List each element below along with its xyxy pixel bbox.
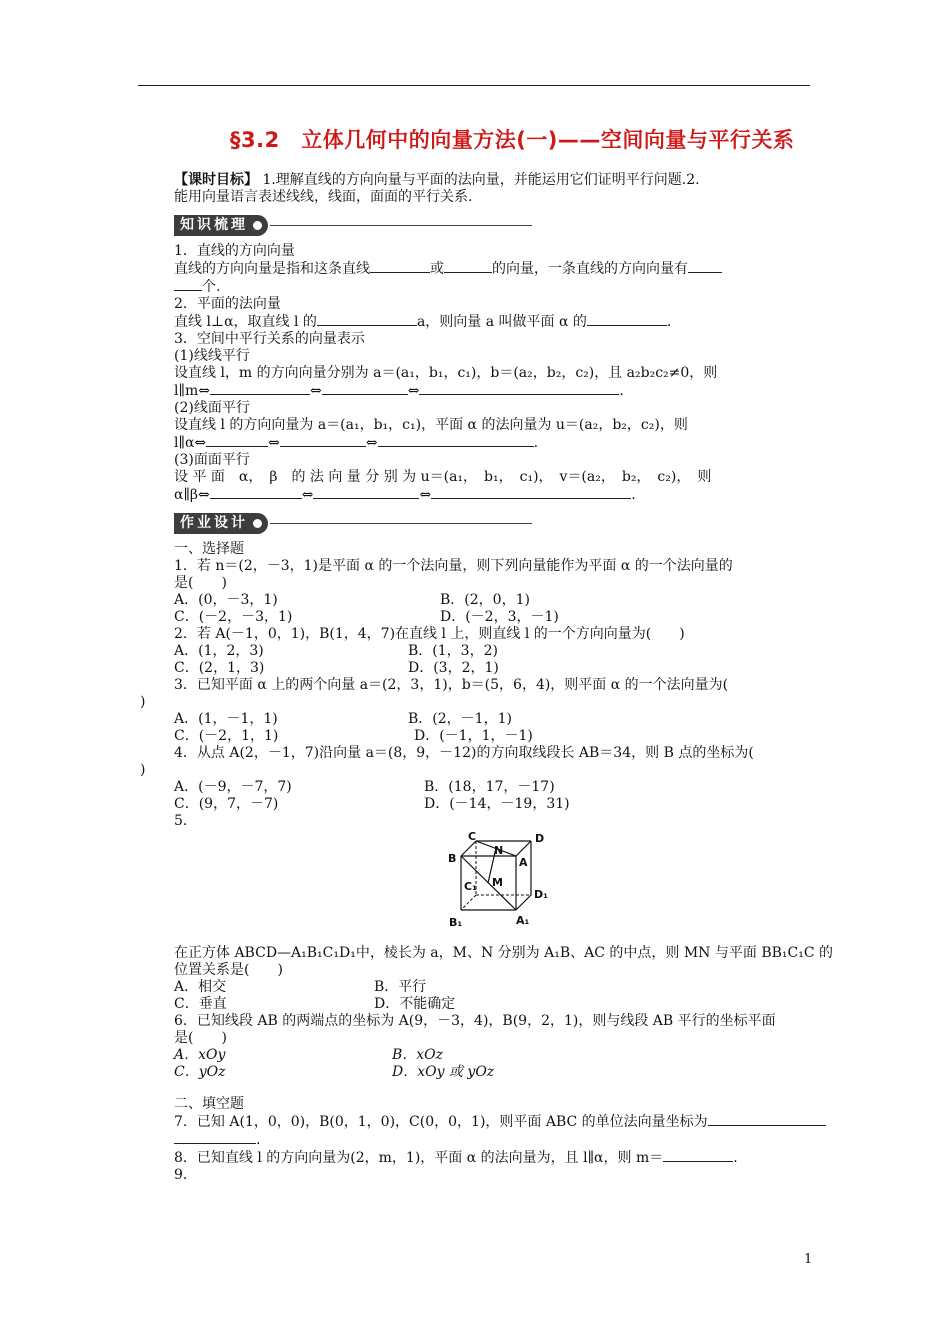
option-a[interactable]: A．(－9，－7，7) [174,779,292,795]
s1-line [174,260,812,278]
q3-options-row-2 [174,728,812,745]
banner-rule [270,523,532,524]
p3-line: 设 平 面 α， β 的 法 向 量 分 别 为 u＝(a₁， b₁， c₁)， v＝(a₂， b₂， c₂)， 则 [174,469,712,485]
label-c: C [468,832,477,843]
cube-figure [436,832,556,940]
fill-blank[interactable] [708,1113,826,1126]
question-3-cont: ) [140,694,146,710]
p2-text-b: l∥α⇔ [174,435,207,451]
s1-line-2 [174,278,812,296]
option-d[interactable]: D．(－1，1，－1) [414,728,533,744]
option-b[interactable]: B．xOz [392,1047,444,1063]
p3-line-2 [174,486,812,504]
option-a[interactable]: A．相交 [174,979,227,995]
part2-heading: 二、填空题 [174,1096,244,1112]
q4-options-row-1 [174,779,812,796]
question-4: 4．从点 A(2，－1，7)沿向量 a＝(8，9，－12)的方向取线段长 AB＝34，则 B 点的坐标为( [174,745,754,761]
iff-symbol: ⇔ [419,487,432,503]
option-d[interactable]: D．(3，2，1) [408,660,499,676]
fill-blank[interactable] [370,260,430,273]
p2-head: (2)线面平行 [174,400,250,416]
question-2: 2．若 A(－1，0，1)，B(1，4，7)在直线 l 上，则直线 l 的一个方向向量为( ) [174,626,685,642]
fill-blank[interactable] [419,382,619,395]
q8-end: . [733,1150,738,1166]
option-a[interactable]: A．(1，－1，1) [174,711,278,727]
question-6-cont: 是( ) [174,1030,227,1046]
knowledge-tag-label: 知识梳理 [180,216,248,233]
option-d[interactable]: D．不能确定 [374,996,456,1012]
question-1: 1．若 n＝(2，－3，1)是平面 α 的一个法向量，则下列向量能作为平面 α 的一个法向量的 [174,558,733,574]
question-3: 3．已知平面 α 上的两个向量 a＝(2，3，1)，b＝(5，6，4)，则平面 α 的一个法向量为( [174,677,729,693]
s1-text-d: 个. [202,279,221,295]
label-c1: C₁ [464,880,477,893]
cube-edge [516,841,531,856]
s2-line [174,313,812,331]
q6-options-row-2 [174,1064,812,1081]
p2-line: 设直线 l 的方向向量为 a＝(a₁，b₁，c₁)，平面 α 的法向量为 u＝(a₂，b₂，c₂)，则 [174,417,688,433]
question-6: 6．已知线段 AB 的两端点的坐标为 A(9，－3，4)，B(9，2，1)，则与线段 AB 平行的坐标平面 [174,1013,776,1029]
option-c[interactable]: C．垂直 [174,996,227,1012]
option-c[interactable]: C．(－2，1，1) [174,728,279,744]
end-dot: . [631,487,636,503]
end-dot: . [619,383,624,399]
part1-heading: 一、选择题 [174,541,244,557]
p1-text-b: l∥m⇔ [174,383,210,399]
goal-line-1 [174,172,812,189]
p3-head: (3)面面平行 [174,452,250,468]
iff-symbol: ⇔ [268,435,280,451]
end-dot: . [533,435,539,451]
cube-edge [461,841,476,856]
question-7 [174,1113,812,1131]
cube-edge [516,895,531,910]
label-a1: A₁ [516,914,530,927]
fill-blank[interactable] [206,434,268,447]
s3-head: 3．空间中平行关系的向量表示 [174,331,365,347]
fill-blank[interactable] [431,486,631,499]
fill-blank[interactable] [174,278,202,291]
q1-options-row-1 [174,592,812,609]
option-d[interactable]: D．(－14，－19，31) [424,796,570,812]
question-9: 9. [174,1167,188,1183]
fill-blank[interactable] [663,1149,733,1162]
iff-symbol: ⇔ [301,487,314,503]
label-d1: D₁ [534,888,548,901]
fill-blank[interactable] [587,313,667,326]
question-5-cont: 位置关系是( ) [174,962,283,978]
fill-blank[interactable] [313,486,419,499]
s1-head: 1．直线的方向向量 [174,243,295,259]
fill-blank[interactable] [378,434,534,447]
spacer [174,1081,812,1096]
label-b1: B₁ [449,916,463,929]
iff-symbol: ⇔ [365,435,378,451]
option-c[interactable]: C．(－2，－3，1) [174,609,293,625]
fill-blank[interactable] [322,382,408,395]
page-number: 1 [804,1252,813,1267]
knowledge-tag [174,215,268,236]
option-c[interactable]: C．yOz [174,1064,226,1080]
option-c[interactable]: C．(9，7，－7) [174,796,279,812]
option-a[interactable]: A．xOy [174,1047,226,1063]
question-4-cont: ) [140,762,146,778]
fill-blank[interactable] [210,486,302,499]
question-8 [174,1149,812,1167]
s2-text-c: . [666,314,672,330]
option-d[interactable]: D．(－2，3，－1) [440,609,559,625]
fill-blank[interactable] [444,260,492,273]
p1-head: (1)线线平行 [174,348,250,364]
question-5: 在正方体 ABCD—A₁B₁C₁D₁中，棱长为 a，M、N 分别为 A₁B、AC 的中点，则 MN 与平面 BB₁C₁C 的 [174,945,834,961]
option-c[interactable]: C．(2，1，3) [174,660,265,676]
option-b[interactable]: B．(2，0，1) [440,592,530,608]
bullet-dot-icon [253,519,262,528]
fill-blank[interactable] [174,1131,256,1144]
homework-tag [174,513,268,534]
p3-text-b: α∥β⇔ [174,487,210,503]
q7-end: . [256,1132,261,1148]
s2-text-a: 直线 l⊥α，取直线 l 的 [174,314,317,330]
label-n: N [494,844,504,857]
label-d: D [535,832,545,845]
goal-text-1: 1.理解直线的方向向量与平面的法向量，并能运用它们证明平行问题.2. [262,172,700,188]
label-m: M [492,876,503,889]
q2-options-row-1 [174,643,812,660]
label-a: A [519,856,528,869]
q5-options-row-1 [174,979,812,996]
q4-options-row-2 [174,796,812,813]
goal-label: 【课时目标】 [174,172,258,188]
option-d[interactable]: D．xOy 或 yOz [392,1064,495,1080]
q1-options-row-2 [174,609,812,626]
s1-text-c: 的向量，一条直线的方向向量有 [492,261,688,277]
s1-text-a: 直线的方向向量是指和这条直线 [174,261,370,277]
q3-options-row-1 [174,711,812,728]
question-1-cont: 是( ) [174,575,227,591]
s2-head: 2．平面的法向量 [174,296,281,312]
option-a[interactable]: A．(0，－3，1) [174,592,278,608]
p2-line-2 [174,434,812,452]
fill-blank[interactable] [210,382,310,395]
p1-line-2 [174,382,812,400]
document-body [140,172,834,1184]
fill-blank[interactable] [280,434,366,447]
p1-line: 设直线 l，m 的方向向量分别为 a＝(a₁，b₁，c₁)，b＝(a₂，b₂，c₂)，且 a₂b₂c₂≠0，则 [174,365,718,381]
header-rule [138,85,810,86]
homework-tag-label: 作业设计 [180,514,248,531]
knowledge-banner [174,214,812,236]
question-5-number: 5． [174,813,197,829]
bullet-dot-icon [253,221,262,230]
option-a[interactable]: A．(1，2，3) [174,643,264,659]
iff-symbol: ⇔ [309,383,322,399]
question-7-cont [174,1131,812,1149]
q2-options-row-2 [174,660,812,677]
iff-symbol: ⇔ [407,383,420,399]
goal-line-2: 能用向量语言表述线线，线面，面面的平行关系. [174,189,473,205]
option-b[interactable]: B．平行 [374,979,427,995]
option-b[interactable]: B．(2，－1，1) [408,711,512,727]
page-title: §3.2 立体几何中的向量方法(一)——空间向量与平行关系 [230,128,795,152]
q8-text: 8．已知直线 l 的方向向量为(2，m，1)，平面 α 的法向量为，且 l∥α，则 m＝ [174,1150,664,1166]
option-b[interactable]: B．(1，3，2) [408,643,498,659]
homework-banner [174,512,812,534]
fill-blank[interactable] [317,313,417,326]
q5-options-row-2 [174,996,812,1013]
hidden-edge [461,895,476,910]
s1-text-b: 或 [430,261,444,277]
q6-options-row-1 [174,1047,812,1064]
option-b[interactable]: B．(18，17，－17) [424,779,555,795]
fill-blank[interactable] [688,260,722,273]
label-b: B [448,852,457,865]
q7-text: 7．已知 A(1，0，0)，B(0，1，0)，C(0，0，1)，则平面 ABC 的单位法向量坐标为 [174,1114,708,1130]
banner-rule [270,225,532,226]
s2-text-b: a，则向量 a 叫做平面 α 的 [416,314,587,330]
